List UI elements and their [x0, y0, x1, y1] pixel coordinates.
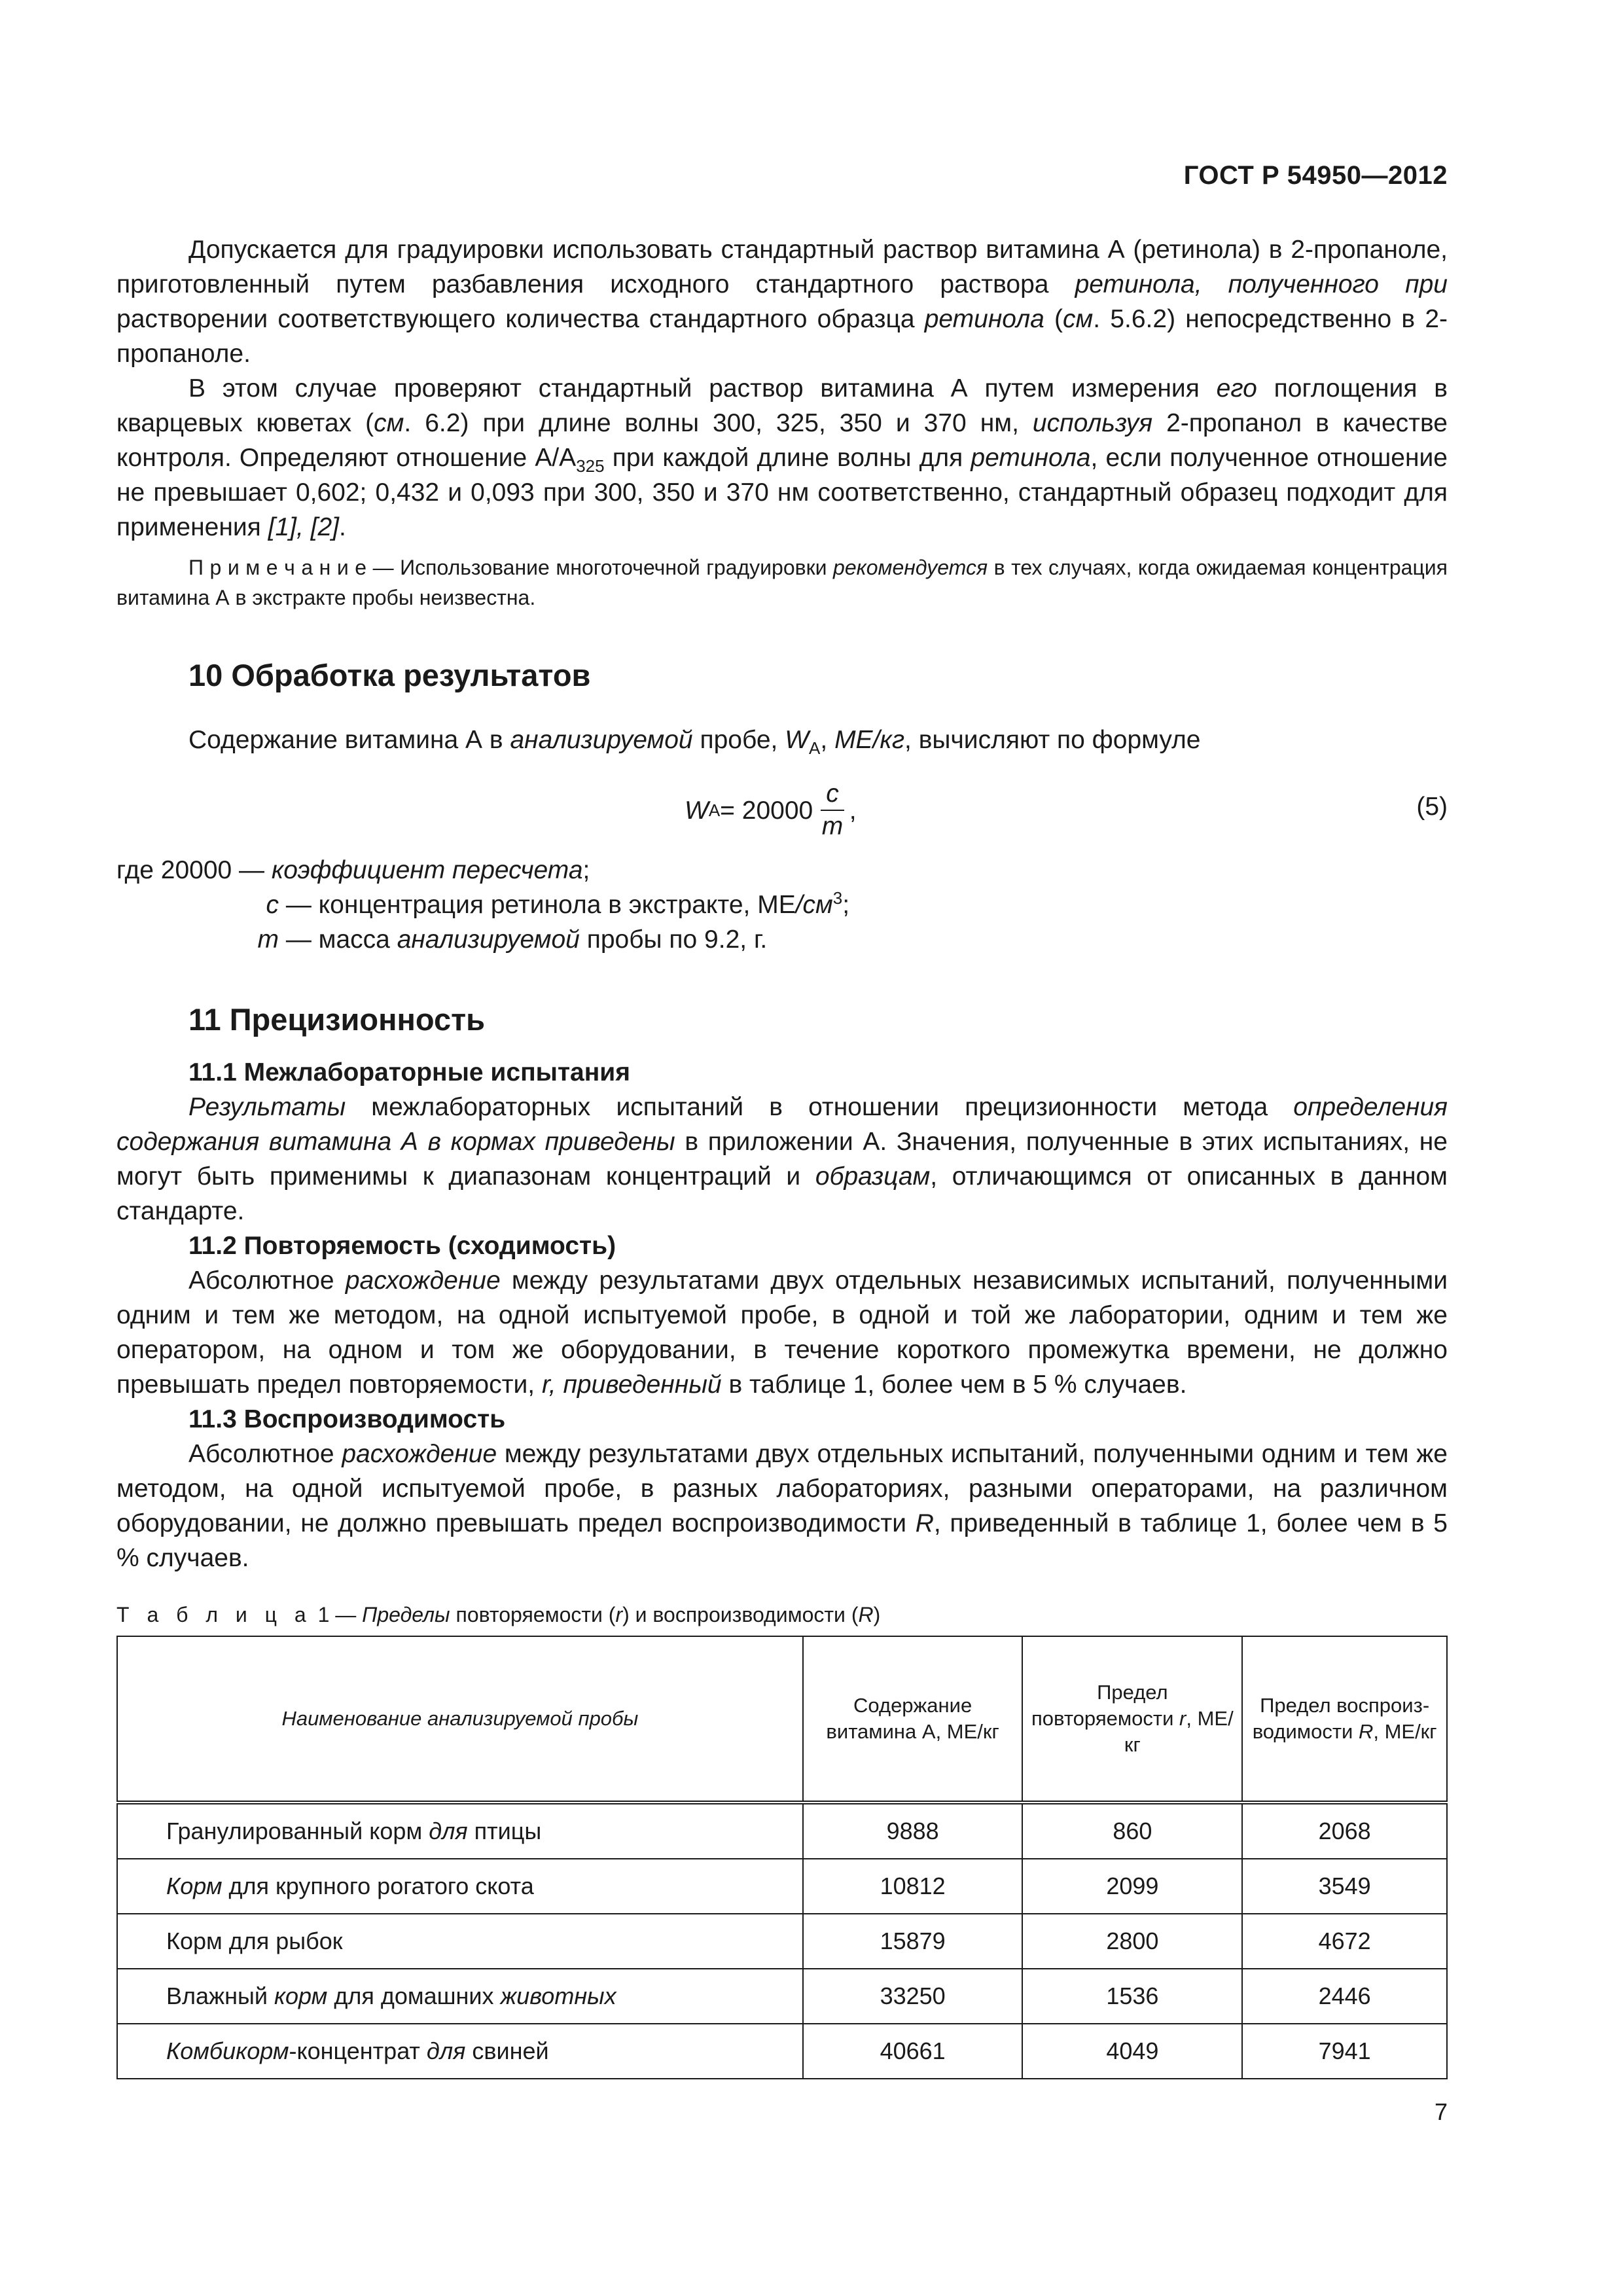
cell-vitamin-a-content: 33250	[803, 1969, 1023, 2024]
cell-sample-name: Гранулированный корм для птицы	[117, 1803, 803, 1859]
column-header-repeatability: Предел повторяемости r, МЕ/кг	[1022, 1636, 1242, 1803]
cell-repeatability: 2800	[1022, 1914, 1242, 1969]
cell-repeatability: 2099	[1022, 1859, 1242, 1914]
formula-denominator: m	[821, 812, 844, 840]
cell-sample-name: Корм для крупного рогатого скота	[117, 1859, 803, 1914]
table-row	[117, 1803, 1447, 1859]
formula-5	[116, 772, 1448, 849]
legend-row-coefficient: где 20000 — коэффициент пересчета;	[116, 856, 590, 884]
cell-vitamin-a-content: 9888	[803, 1803, 1023, 1859]
intro-paragraph-2: В этом случае проверяют стандартный раствор витамина А путем измерения его поглощения в кварцевых кюветах (см. 6.2) при длине волны 300, 325, 350 и 370 нм, используя 2-пропанол в качестве контроля. Определяют отношение $А/А_{325}$ при каждой длине волны для ретинола, если полученное отношение не превышает 0,602; 0,432 и 0,093 при 300, 350 и 370 нм соответственно, стандартный образец подходит для применения [1], [2].	[116, 374, 1448, 541]
cell-vitamin-a-content: 10812	[803, 1859, 1023, 1914]
subsection-11-3-heading: 11.3 Воспроизводимость	[188, 1405, 506, 1433]
subsection-11-2-heading: 11.2 Повторяемость (сходимость)	[188, 1232, 616, 1260]
cell-reproducibility: 2068	[1242, 1803, 1447, 1859]
cell-repeatability: 4049	[1022, 2024, 1242, 2079]
table-body	[117, 1803, 1447, 2079]
formula-fraction	[821, 778, 844, 842]
formula-numerator: c	[821, 778, 844, 811]
table-row	[117, 1969, 1447, 2024]
table-row	[117, 2024, 1447, 2079]
subsection-11-1-heading: 11.1 Межлабораторные испытания	[188, 1058, 631, 1086]
legend-row-m: m — масса анализируемой пробы по 9.2, г.	[257, 925, 768, 954]
table-caption: Т а б л и ц а 1 — Пределы повторяемости (r) и воспроизводимости (R)	[116, 1603, 881, 1626]
cell-sample-name: Влажный корм для домашних животных	[117, 1969, 803, 2024]
formula-expression: W A = 20000 $\frac{c}{m}$ ,	[685, 772, 857, 849]
note-label: П р и м е ч а н и е	[188, 556, 367, 579]
section-10-lead: Содержание витамина А в анализируемой пробе, $W_A$, МЕ/кг, вычисляют по формуле	[188, 726, 1201, 758]
cell-reproducibility: 2446	[1242, 1969, 1447, 2024]
cell-sample-name: Комбикорм-концентрат для свиней	[117, 2024, 803, 2079]
column-header-sample-name: Наименование анализируемой пробы	[117, 1636, 803, 1803]
intro-paragraph-1: Допускается для градуировки использовать стандартный раствор витамина А (ретинола) в 2-пропаноле, приготовленный путем разбавления исходного стандартного раствора ретинола, полученного при растворении соответствующего количества стандартного образца ретинола (см. 5.6.2) непосредственно в 2-пропаноле.	[116, 236, 1448, 368]
cell-repeatability: 860	[1022, 1803, 1242, 1859]
table-row	[117, 1859, 1447, 1914]
formula-legend	[116, 853, 1448, 957]
table-header-row	[117, 1636, 1447, 1803]
formula-number: (5)	[1416, 793, 1448, 821]
document-page	[116, 0, 1448, 2296]
cell-reproducibility: 3549	[1242, 1859, 1447, 1914]
cell-reproducibility: 7941	[1242, 2024, 1447, 2079]
subsection-11-1-text: Результаты межлабораторных испытаний в отношении прецизионности метода определения содержания витамина А в кормах приведены в приложении А. Значения, полученные в этих испытаниях, не могут быть применимы к диапазонам концентраций и образцам, отличающимся от описанных в данном стандарте.	[116, 1093, 1448, 1225]
cell-vitamin-a-content: 40661	[803, 2024, 1023, 2079]
note: П р и м е ч а н и е — Использование многоточечной градуировки рекомендуется в тех случаях, когда ожидаемая концентрация витамина А в экстракте пробы неизвестна.	[116, 556, 1448, 609]
cell-sample-name: Корм для рыбок	[117, 1914, 803, 1969]
subsection-11-2-text: Абсолютное расхождение между результатами двух отдельных независимых испытаний, полученными одним и тем же методом, на одной испытуемой пробе, в одной и той же лаборатории, одним и тем же оператором, на одном и том же оборудовании, в течение короткого промежутка времени, не должно превышать предел повторяемости, r, приведенный в таблице 1, более чем в 5 % случаев.	[116, 1266, 1448, 1399]
legend-row-c: c — концентрация ретинола в экстракте, $МЕ/см^3$;	[266, 888, 850, 919]
section-11-heading: 11 Прецизионность	[188, 1002, 486, 1037]
document-id: ГОСТ Р 54950—2012	[1183, 161, 1448, 190]
document-body	[116, 232, 1448, 2079]
column-header-content: Содержание витамина А, МЕ/кг	[803, 1636, 1023, 1803]
precision-table	[116, 1636, 1448, 2079]
section-10-heading: 10 Обработка результатов	[188, 658, 591, 692]
cell-reproducibility: 4672	[1242, 1914, 1447, 1969]
cell-repeatability: 1536	[1022, 1969, 1242, 2024]
subsection-11-3-text: Абсолютное расхождение между результатами двух отдельных испытаний, полученными одним и тем же методом, на одной испытуемой пробе, в разных лабораториях, разными операторами, на различном оборудовании, не должно превышать предел воспроизводимости R, приведенный в таблице 1, более чем в 5 % случаев.	[116, 1440, 1448, 1572]
cell-vitamin-a-content: 15879	[803, 1914, 1023, 1969]
table-row	[117, 1914, 1447, 1969]
column-header-reproducibility: Предел воспроиз-водимости R, МЕ/кг	[1242, 1636, 1447, 1803]
page-number: 7	[1434, 2098, 1448, 2125]
